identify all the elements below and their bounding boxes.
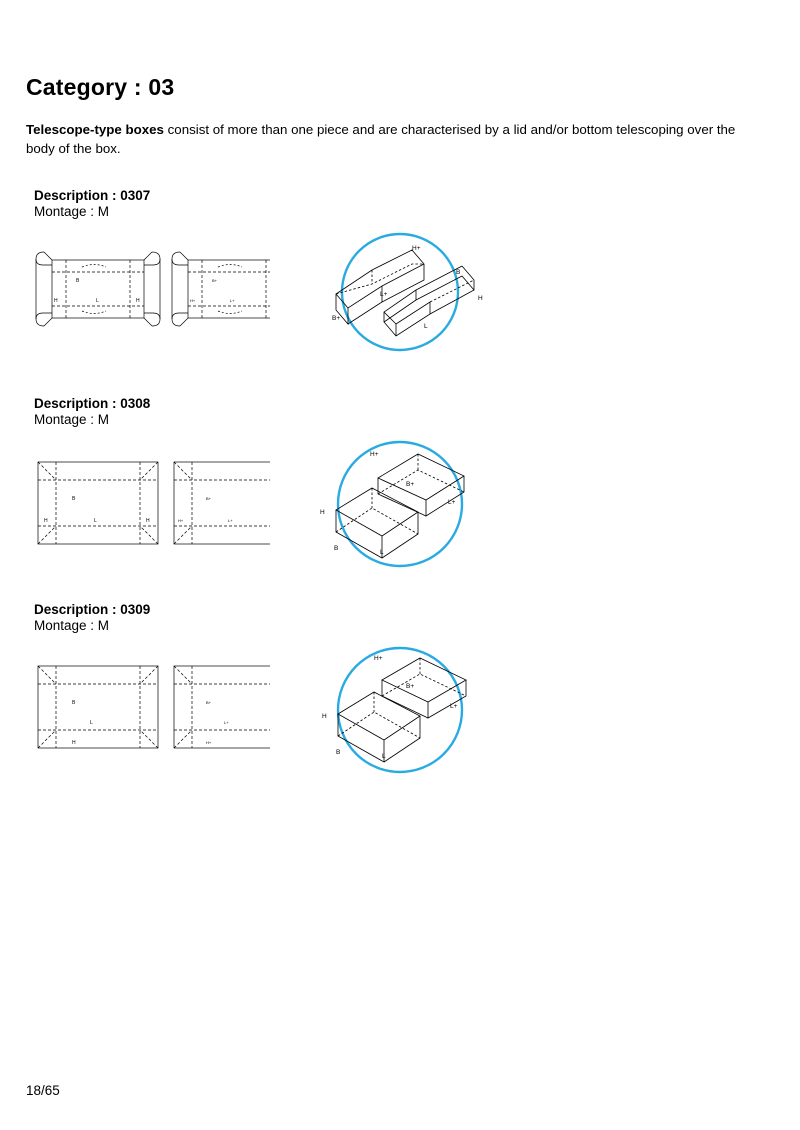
iso-label: H — [320, 509, 325, 516]
iso-label: H+ — [374, 655, 383, 662]
entry-0308-head — [34, 396, 150, 427]
dieline-label: H+ — [178, 518, 184, 523]
entry-0308-dieline — [30, 450, 270, 560]
iso-label: B — [456, 269, 461, 276]
page-footer: 18/65 — [26, 1083, 60, 1098]
iso-label: L — [380, 549, 384, 556]
iso-label: B+ — [332, 315, 341, 322]
dieline-label: H+ — [190, 298, 196, 303]
entry-0309-isometric — [314, 632, 494, 792]
dieline-label: H — [136, 298, 140, 304]
dieline-label: L+ — [224, 720, 229, 725]
entry-0307-head — [34, 188, 150, 219]
entry-0309-description: Description : 0309 — [34, 602, 151, 617]
entry-0308-montage: Montage : M — [34, 412, 110, 427]
iso-label: L+ — [380, 291, 388, 298]
dieline-label: L — [90, 720, 93, 726]
entry-0309-head — [34, 602, 150, 633]
dieline-label: B — [76, 278, 80, 284]
entry-0309-montage: Montage : M — [34, 618, 110, 633]
iso-label: B+ — [406, 481, 415, 488]
iso-label: B+ — [406, 683, 415, 690]
dieline-label: B+ — [206, 496, 212, 501]
entry-0307-montage: Montage : M — [34, 204, 110, 219]
iso-label: B — [334, 545, 339, 552]
entry-0309-dieline — [30, 654, 270, 764]
dieline-label: H — [146, 518, 150, 524]
iso-label: L+ — [448, 499, 456, 506]
iso-label: L+ — [450, 703, 458, 710]
entry-0307-description: Description : 0307 — [34, 188, 151, 203]
entry-0307-isometric — [316, 228, 496, 363]
intro-paragraph — [26, 120, 742, 158]
dieline-label: L+ — [230, 298, 235, 303]
dieline-label: L — [96, 298, 99, 304]
dieline-label: B+ — [206, 700, 212, 705]
iso-label: H — [478, 295, 483, 302]
intro-rest-text: consist of more than one piece and are characterised by a lid and/or bottom telescoping over the body of the box. — [26, 122, 736, 156]
iso-label: H+ — [412, 245, 421, 252]
dieline-label: H — [72, 740, 76, 746]
dieline-label: L+ — [228, 518, 233, 523]
iso-label: H+ — [370, 451, 379, 458]
intro-bold-text: Telescope-type boxes — [26, 122, 164, 137]
entry-0308-isometric — [314, 426, 494, 586]
dieline-label: H+ — [206, 740, 212, 745]
iso-label: L — [424, 323, 428, 330]
dieline-label: H — [44, 518, 48, 524]
page-title: Category : 03 — [26, 74, 175, 100]
entry-0308-description: Description : 0308 — [34, 396, 151, 411]
dieline-label: L — [94, 518, 97, 524]
dieline-label: B — [72, 700, 76, 706]
iso-label: H — [322, 713, 327, 720]
iso-label: B — [336, 749, 341, 756]
dieline-label: H — [54, 298, 58, 304]
dieline-label: B+ — [212, 278, 218, 283]
entry-0307-dieline — [30, 240, 270, 350]
iso-label: L — [382, 753, 386, 760]
dieline-label: B — [72, 496, 76, 502]
